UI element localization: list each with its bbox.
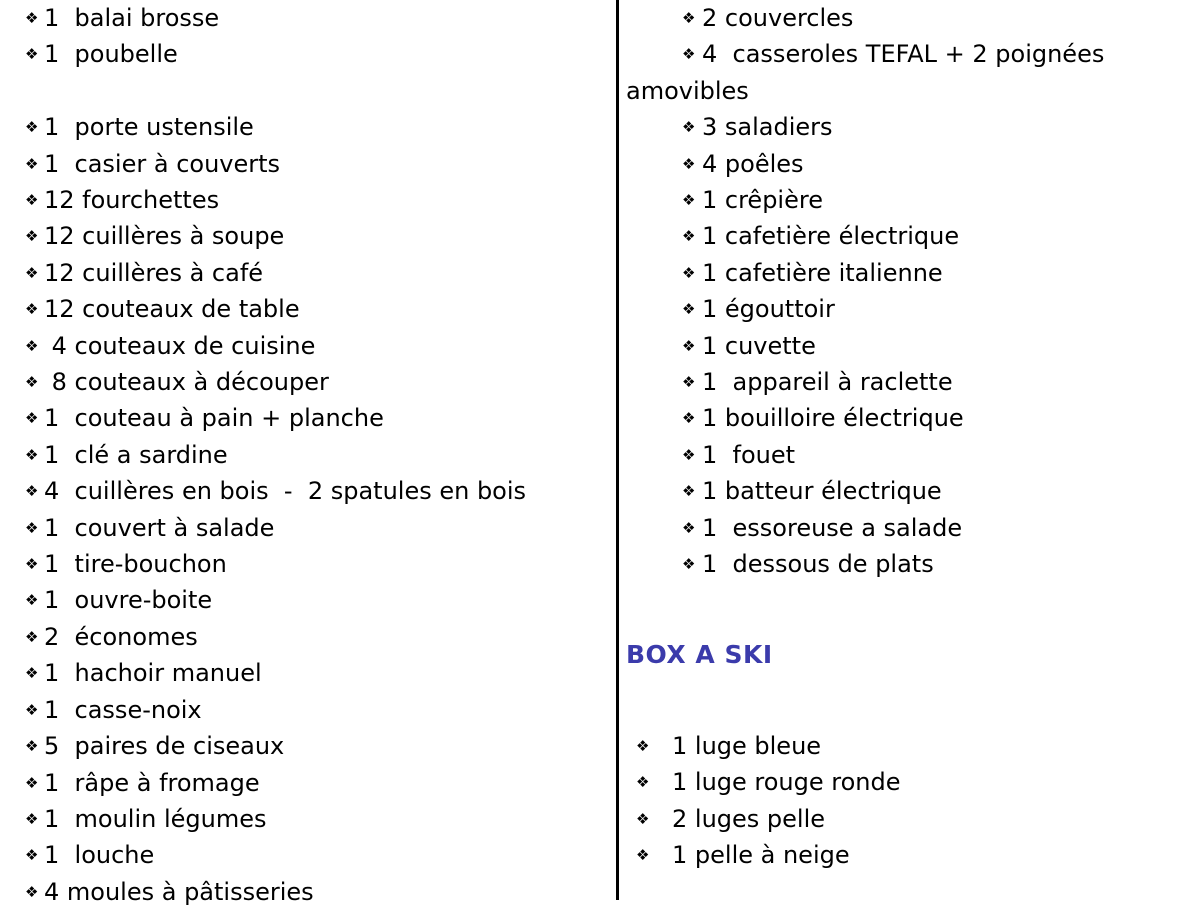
diamond-bullet-icon: ❖ xyxy=(25,118,39,137)
blank-line-spacer xyxy=(626,619,1200,637)
list-item-label: 12 cuillères à café xyxy=(44,258,264,287)
list-item xyxy=(18,109,614,145)
list-item-label: 1 moulin légumes xyxy=(44,804,267,833)
diamond-bullet-icon: ❖ xyxy=(25,191,39,210)
list-item-label: 1 crêpière xyxy=(702,186,823,215)
diamond-bullet-icon: ❖ xyxy=(25,882,39,901)
diamond-bullet-icon: ❖ xyxy=(25,9,39,27)
diamond-bullet-icon: ❖ xyxy=(25,664,39,683)
list-item-label: 1 porte ustensile xyxy=(44,113,254,142)
list-item-label: 1 égouttoir xyxy=(702,295,835,324)
list-item-label: 4 moules à pâtisseries xyxy=(44,877,314,906)
list-item-label: 12 fourchettes xyxy=(44,186,220,215)
list-item-label: 12 couteaux de table xyxy=(44,295,300,324)
list-item xyxy=(18,728,614,764)
diamond-bullet-icon: ❖ xyxy=(682,373,696,392)
diamond-bullet-icon: ❖ xyxy=(25,482,39,501)
list-item-label: 1 cuvette xyxy=(702,331,816,360)
list-item xyxy=(626,182,1200,218)
list-item xyxy=(626,801,1200,837)
diamond-bullet-icon: ❖ xyxy=(636,809,650,828)
diamond-bullet-icon: ❖ xyxy=(682,154,696,173)
diamond-bullet-icon: ❖ xyxy=(25,555,39,574)
left-list-utensils xyxy=(18,109,614,910)
list-item-label: 1 tire-bouchon xyxy=(44,550,227,579)
list-item-label: 1 bouilloire électrique xyxy=(702,404,964,433)
list-item-label: 4 casseroles TEFAL + 2 poignées xyxy=(702,40,1105,69)
list-item xyxy=(626,328,1200,364)
list-item-label: 2 luges pelle xyxy=(672,804,826,833)
list-item xyxy=(18,692,614,728)
diamond-bullet-icon: ❖ xyxy=(25,809,39,828)
list-item-label: 1 fouet xyxy=(702,440,796,469)
diamond-bullet-icon: ❖ xyxy=(25,227,39,246)
diamond-bullet-icon: ❖ xyxy=(25,263,39,282)
diamond-bullet-icon: ❖ xyxy=(636,773,650,792)
diamond-bullet-icon: ❖ xyxy=(636,845,650,864)
list-item xyxy=(18,801,614,837)
list-item-label: 1 couteau à pain + planche xyxy=(44,404,384,433)
list-item-continuation xyxy=(626,73,1200,109)
diamond-bullet-icon: ❖ xyxy=(682,118,696,137)
list-item xyxy=(626,764,1200,800)
list-item-label: 1 essoreuse a salade xyxy=(702,513,963,542)
list-item-label: 3 saladiers xyxy=(702,113,833,142)
list-item-label: 1 balai brosse xyxy=(44,4,220,32)
diamond-bullet-icon: ❖ xyxy=(682,482,696,501)
diamond-bullet-icon: ❖ xyxy=(25,336,39,355)
diamond-bullet-icon: ❖ xyxy=(682,9,696,27)
list-item-label: 1 pelle à neige xyxy=(672,840,850,869)
diamond-bullet-icon: ❖ xyxy=(25,591,39,610)
list-item xyxy=(626,510,1200,546)
list-item xyxy=(18,837,614,873)
diamond-bullet-icon: ❖ xyxy=(682,191,696,210)
list-item xyxy=(626,0,1200,36)
list-item xyxy=(18,218,614,254)
list-item xyxy=(626,36,1200,72)
list-item-label: 4 couteaux de cuisine xyxy=(44,331,316,360)
list-item-label: 1 cafetière électrique xyxy=(702,222,960,251)
diamond-bullet-icon: ❖ xyxy=(682,336,696,355)
list-item xyxy=(18,874,614,910)
list-item-label: 2 économes xyxy=(44,622,198,651)
section-heading-box-a-ski: BOX A SKI xyxy=(626,639,773,669)
diamond-bullet-icon: ❖ xyxy=(25,846,39,865)
list-item-label: 1 hachoir manuel xyxy=(44,659,262,688)
right-list-kitchen xyxy=(626,0,1200,583)
list-item xyxy=(18,255,614,291)
column-divider xyxy=(616,0,619,900)
list-item-label: 1 dessous de plats xyxy=(702,550,934,579)
list-item-label: 1 louche xyxy=(44,841,155,870)
left-list-cleaning xyxy=(18,0,614,73)
list-item xyxy=(18,146,614,182)
list-item xyxy=(18,655,614,691)
list-item-label: 1 poubelle xyxy=(44,40,178,69)
blank-line-spacer xyxy=(626,583,1200,619)
list-item xyxy=(18,291,614,327)
list-item xyxy=(18,765,614,801)
right-list-ski xyxy=(626,728,1200,874)
list-item xyxy=(626,218,1200,254)
list-item-label: 5 paires de ciseaux xyxy=(44,732,285,761)
list-item-label: 4 cuillères en bois - 2 spatules en bois xyxy=(44,477,527,506)
list-item xyxy=(18,36,614,72)
list-item-label: 1 clé a sardine xyxy=(44,440,228,469)
diamond-bullet-icon: ❖ xyxy=(25,45,39,64)
list-item-label: 1 râpe à fromage xyxy=(44,768,260,797)
list-item-label: 1 batteur électrique xyxy=(702,477,942,506)
diamond-bullet-icon: ❖ xyxy=(682,263,696,282)
list-item-label: 1 luge rouge ronde xyxy=(672,768,901,797)
list-item-label: 2 couvercles xyxy=(702,4,854,32)
list-item xyxy=(18,546,614,582)
list-item xyxy=(626,473,1200,509)
blank-line-spacer xyxy=(18,73,614,109)
list-item-continuation-label: amovibles xyxy=(626,76,749,105)
list-item-label: 1 couvert à salade xyxy=(44,513,275,542)
list-item-label: 1 ouvre-boite xyxy=(44,586,213,615)
list-item-label: 4 poêles xyxy=(702,149,804,178)
diamond-bullet-icon: ❖ xyxy=(682,409,696,428)
list-item xyxy=(18,328,614,364)
list-item xyxy=(18,510,614,546)
right-column xyxy=(622,0,1200,873)
diamond-bullet-icon: ❖ xyxy=(25,445,39,464)
list-item-label: 1 cafetière italienne xyxy=(702,258,943,287)
diamond-bullet-icon: ❖ xyxy=(682,300,696,319)
list-item xyxy=(18,182,614,218)
list-item xyxy=(18,582,614,618)
list-item xyxy=(18,437,614,473)
list-item xyxy=(18,400,614,436)
list-item-label: 1 luge bleue xyxy=(672,731,822,760)
diamond-bullet-icon: ❖ xyxy=(25,409,39,428)
diamond-bullet-icon: ❖ xyxy=(25,154,39,173)
diamond-bullet-icon: ❖ xyxy=(25,700,39,719)
list-item-label: 1 casier à couverts xyxy=(44,149,281,178)
diamond-bullet-icon: ❖ xyxy=(682,227,696,246)
diamond-bullet-icon: ❖ xyxy=(636,736,650,755)
list-item xyxy=(626,546,1200,582)
list-item xyxy=(626,364,1200,400)
list-item xyxy=(626,146,1200,182)
list-item xyxy=(626,437,1200,473)
diamond-bullet-icon: ❖ xyxy=(25,373,39,392)
list-item xyxy=(18,473,614,509)
list-item xyxy=(626,400,1200,436)
diamond-bullet-icon: ❖ xyxy=(25,518,39,537)
blank-line-spacer xyxy=(626,673,1200,709)
blank-line-spacer xyxy=(626,710,1200,728)
list-item xyxy=(626,291,1200,327)
list-item xyxy=(18,619,614,655)
list-item xyxy=(626,837,1200,873)
list-item-label: 1 appareil à raclette xyxy=(702,368,953,397)
diamond-bullet-icon: ❖ xyxy=(682,445,696,464)
list-item xyxy=(626,728,1200,764)
list-item-label: 1 casse-noix xyxy=(44,695,202,724)
diamond-bullet-icon: ❖ xyxy=(25,300,39,319)
list-item xyxy=(626,109,1200,145)
diamond-bullet-icon: ❖ xyxy=(25,627,39,646)
diamond-bullet-icon: ❖ xyxy=(25,773,39,792)
diamond-bullet-icon: ❖ xyxy=(682,518,696,537)
diamond-bullet-icon: ❖ xyxy=(682,555,696,574)
diamond-bullet-icon: ❖ xyxy=(682,45,696,64)
list-item-label: 8 couteaux à découper xyxy=(44,368,329,397)
list-item xyxy=(18,364,614,400)
diamond-bullet-icon: ❖ xyxy=(25,737,39,756)
list-item xyxy=(18,0,614,36)
list-item-label: 12 cuillères à soupe xyxy=(44,222,285,251)
list-item xyxy=(626,255,1200,291)
